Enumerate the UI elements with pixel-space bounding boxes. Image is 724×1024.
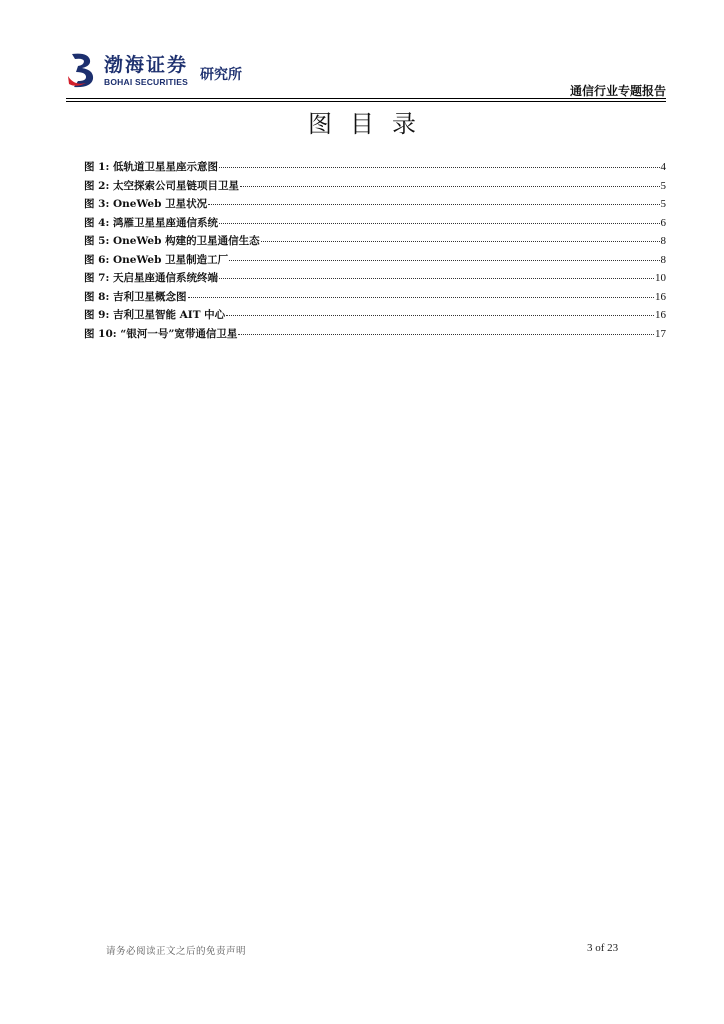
toc-entry-page: 17: [655, 327, 666, 340]
toc-entry-label: 图 9: 吉利卫星智能 AIT 中心: [84, 309, 226, 321]
page-number: 3 of 23: [587, 942, 619, 954]
toc-entry-page: 8: [660, 253, 666, 266]
toc-entry-label: 图 10: “银河一号”宽带通信卫星: [84, 327, 238, 340]
toc-dot-leader: [208, 192, 659, 205]
toc-dot-leader: [229, 248, 659, 261]
institute-name: 研究所: [200, 67, 242, 83]
footer-disclaimer: 请务必阅读正文之后的免责声明: [106, 946, 247, 957]
toc-entry-label: 图 4: 鸿雁卫星星座通信系统: [84, 216, 218, 229]
toc-dot-leader: [240, 174, 660, 187]
toc-entry[interactable]: [84, 324, 666, 343]
toc-entry-page: 5: [660, 179, 666, 192]
report-type: 通信行业专题报告: [569, 84, 666, 98]
toc-dot-leader: [238, 322, 654, 335]
logo-english-name: BOHAI SECURITIES: [104, 77, 188, 87]
logo-chinese-name: 渤海证券: [104, 54, 189, 76]
figure-list: [84, 157, 666, 342]
toc-entry-label: 图 6: OneWeb 卫星制造工厂: [84, 253, 229, 266]
toc-entry-page: 5: [660, 198, 666, 210]
toc-entry-label: 图 3: OneWeb 卫星状况: [84, 198, 208, 210]
toc-dot-leader: [261, 229, 660, 242]
page-title: 图目录: [308, 110, 434, 138]
toc-entry-page: 4: [660, 161, 666, 173]
toc-entry-label: 图 5: OneWeb 构建的卫星通信生态: [84, 235, 260, 247]
toc-entry-page: 10: [655, 272, 666, 284]
toc-entry-label: 图 7: 天启星座通信系统终端: [84, 272, 218, 284]
toc-dot-leader: [219, 155, 660, 168]
toc-entry-page: 16: [655, 309, 666, 321]
toc-entry-page: 16: [655, 290, 666, 303]
header-divider-thin: [66, 101, 666, 102]
toc-dot-leader: [188, 285, 655, 298]
toc-dot-leader: [219, 211, 660, 224]
toc-dot-leader: [226, 303, 654, 316]
page-header: [66, 44, 666, 100]
toc-entry-label: 图 8: 吉利卫星概念图: [84, 290, 187, 303]
toc-entry-page: 8: [660, 235, 666, 247]
header-divider: [66, 98, 666, 99]
toc-entry-page: 6: [660, 216, 666, 229]
toc-entry-label: 图 2: 太空探索公司星链项目卫星: [84, 179, 239, 192]
toc-dot-leader: [219, 266, 654, 279]
toc-entry-label: 图 1: 低轨道卫星星座示意图: [84, 161, 218, 173]
bohai-logo-icon: [66, 50, 100, 90]
